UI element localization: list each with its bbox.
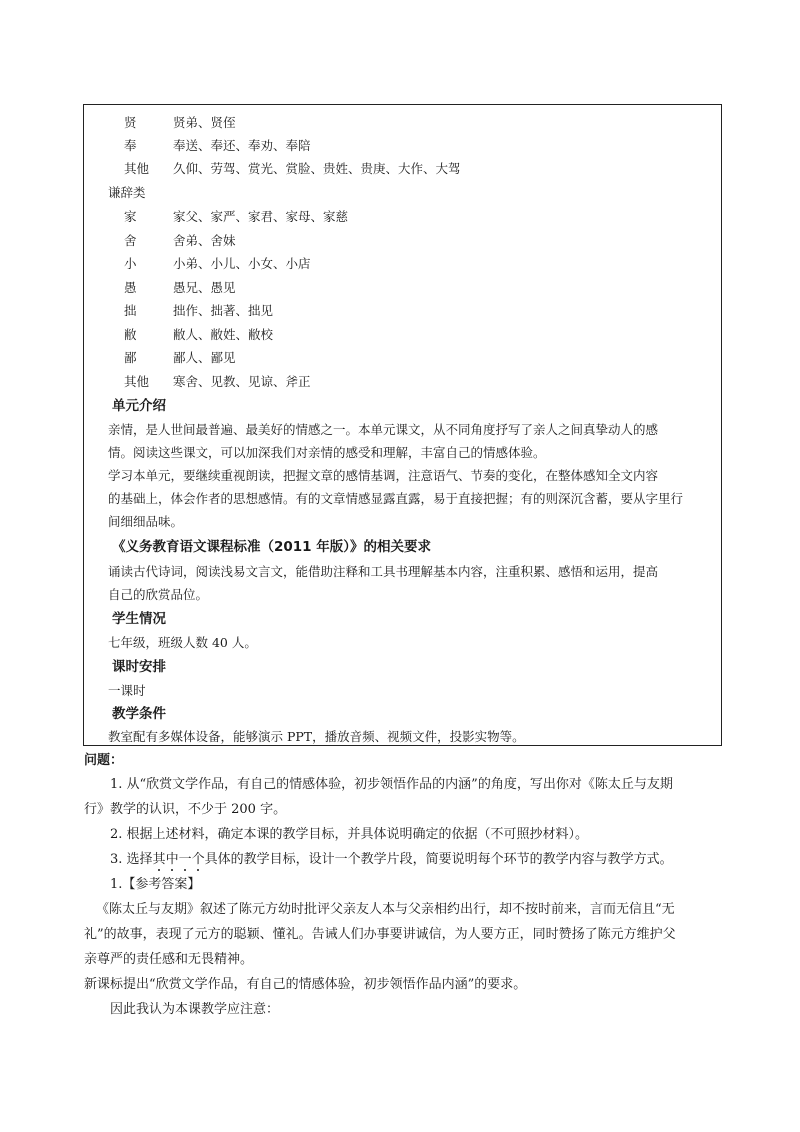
term-examples: 小弟、小儿、小女、小店 [173,256,311,271]
question-1-line: 1. 从“欣赏文学作品，有自己的情感体验，初步领悟作品的内涵”的角度，写出你对《陈太丘与友期 [110,777,673,792]
term-label: 敝 [124,327,137,342]
term-label: 奉 [124,138,137,153]
unit-intro-line: 学习本单元，要继续重视朗读，把握文章的感情基调，注意语气、节奏的变化，在整体感知全文内容 [108,468,659,483]
standard-line: 自己的欣赏品位。 [108,587,209,602]
term-examples: 贤弟、贤侄 [173,115,236,130]
unit-intro-line: 的基础上，体会作者的思想感情。有的文章情感显露直露，易于直接把握；有的则深沉含蓄，要从字里行 [108,491,684,506]
conditions-text: 教室配有多媒体设备，能够演示 PPT，播放音频、视频文件，投影实物等。 [108,729,525,744]
term-examples: 寒舍、见教、见谅、斧正 [173,374,311,389]
term-examples: 愚兄、愚见 [173,280,236,295]
term-examples: 家父、家严、家君、家母、家慈 [173,209,349,224]
term-label: 其他 [124,161,150,176]
term-examples: 拙作、拙著、拙见 [173,303,274,318]
answer-heading: 1.【参考答案】 [110,877,201,892]
term-examples: 鄙人、鄙见 [173,350,236,365]
question-2: 2. 根据上述材料，确定本课的教学目标，并具体说明确定的依据（不可照抄材料）。 [110,827,589,842]
humble-category-heading: 谦辞类 [108,185,146,200]
term-label: 舍 [124,233,137,248]
emphasis-char: 中 [165,852,179,867]
question-3 [110,851,673,869]
term-label: 小 [124,256,137,271]
standard-line: 诵读古代诗词，阅读浅易文言文，能借助注释和工具书理解基本内容，注重积累、感悟和运用，提高 [108,564,659,579]
term-examples: 久仰、劳驾、赏光、赏脸、贵姓、贵庚、大作、大驾 [173,161,461,176]
emphasis-char: 其 [152,852,166,867]
term-label: 贤 [124,115,137,130]
conditions-heading: 教学条件 [112,706,166,722]
unit-intro-line: 情。阅读这些课文，可以加深我们对亲情的感受和理解，丰富自己的情感体验。 [108,445,546,460]
answer-line: 亲尊严的责任感和无畏精神。 [84,952,254,967]
answer-line: 《陈太丘与友期》叙述了陈元方幼时批评父亲友人本与父亲相约出行，却不按时前来，言而无信且“无 [96,902,675,917]
term-examples: 敝人、敝姓、敝校 [173,327,274,342]
students-heading: 学生情况 [112,611,166,627]
emphasis-char: 个 [191,852,205,867]
term-label: 拙 [124,303,137,318]
unit-intro-line: 间细细品味。 [108,514,184,529]
schedule-text: 一课时 [108,683,146,698]
answer-line: 新课标提出“欣赏文学作品，有自己的情感体验，初步领悟作品内涵”的要求。 [84,977,527,992]
lesson-material-box [83,104,722,746]
unit-intro-line: 亲情，是人世间最普遍、最美好的情感之一。本单元课文，从不同角度抒写了亲人之间真挚动人的感 [108,422,659,437]
answer-line: 因此我认为本课教学应注意： [110,1002,280,1017]
term-label: 家 [124,209,137,224]
answer-line: 礼”的故事，表现了元方的聪颖、懂礼。告诫人们办事要讲诚信，为人要方正，同时赞扬了陈元方维护父 [84,927,676,942]
schedule-heading: 课时安排 [112,659,166,675]
question-3-suffix: 具体的教学目标，设计一个教学片段，简要说明每个环节的教学内容与教学方式。 [204,852,673,867]
term-examples: 舍弟、舍妹 [173,233,236,248]
emphasis-char: 一 [178,852,192,867]
students-text: 七年级，班级人数 40 人。 [108,635,257,650]
unit-intro-heading: 单元介绍 [112,398,166,414]
questions-title: 问题： [84,753,124,768]
term-label: 鄙 [124,350,137,365]
standard-heading: 《义务教育语文课程标准（2011 年版）》的相关要求 [112,539,432,555]
term-label: 其他 [124,374,150,389]
question-3-prefix: 3. 选择 [110,852,153,867]
term-label: 愚 [124,280,137,295]
term-examples: 奉送、奉还、奉劝、奉陪 [173,138,311,153]
question-1-line: 行》教学的认识，不少于 200 字。 [84,802,287,817]
